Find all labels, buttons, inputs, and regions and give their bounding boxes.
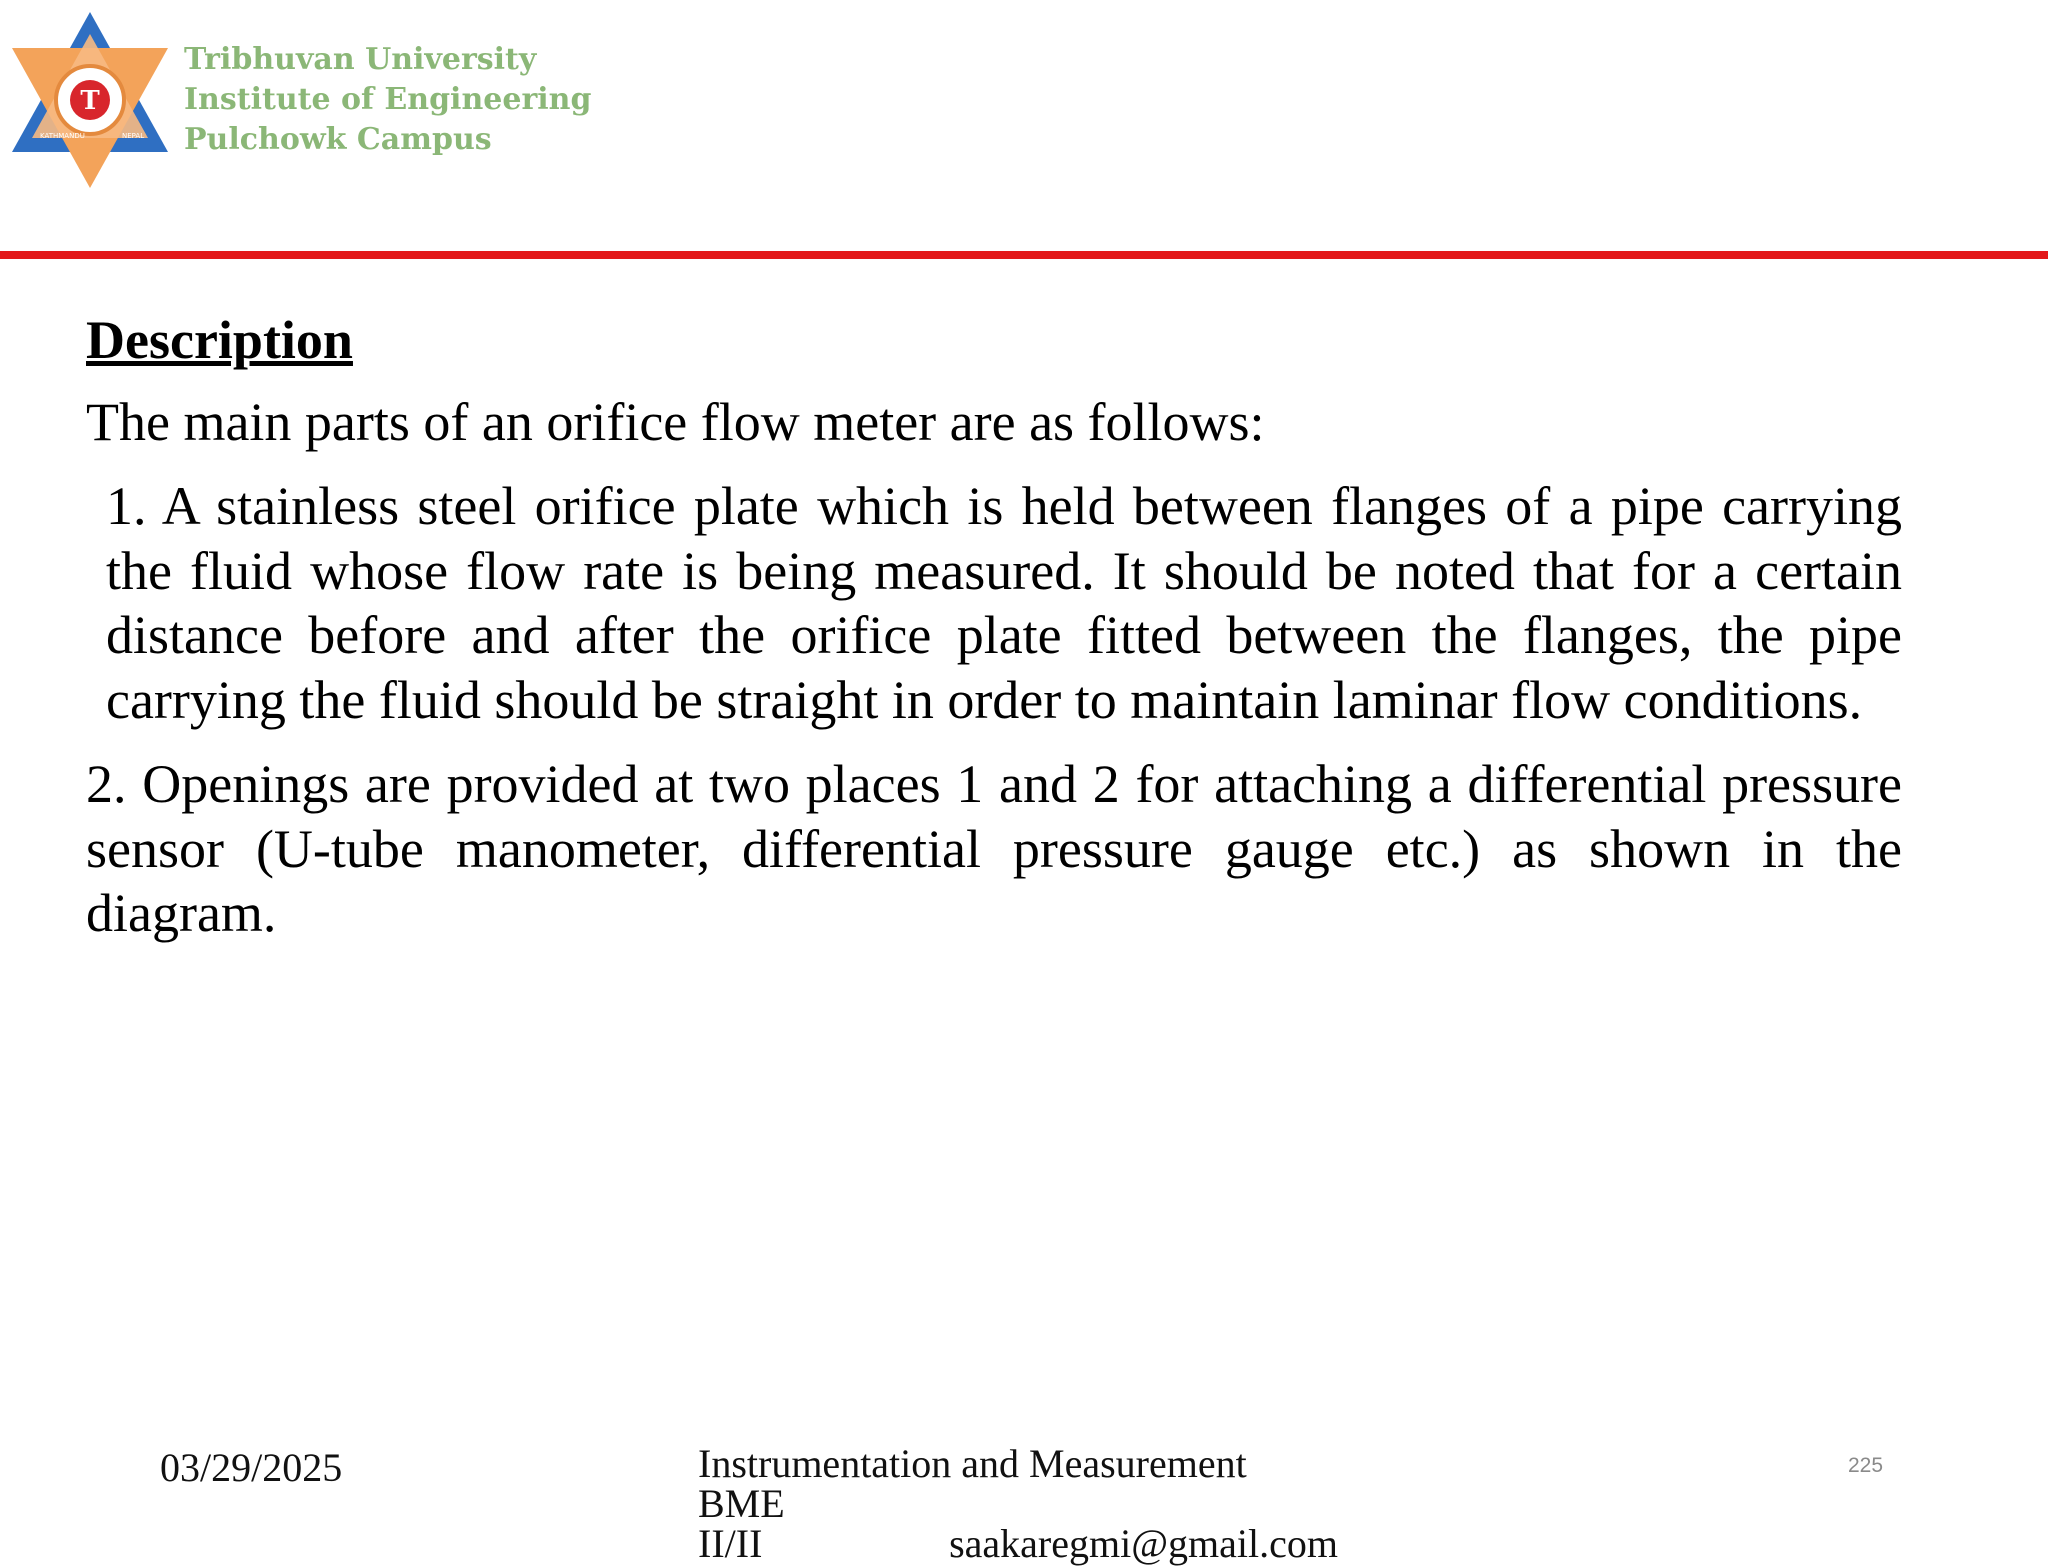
footer-course-line2 [698, 1521, 1338, 1566]
tribhuvan-university-emblem-icon [10, 10, 170, 190]
footer-email: saakaregmi@gmail.com [949, 1521, 1338, 1566]
slide-content [86, 300, 1902, 966]
list-item: 1. A stainless steel orifice plate which is held between flanges of a pipe carrying the fluid whose flow rate is being measured. It should be noted that for a certain distance before and after the orifice plate fitted between the flanges, the pipe carrying the fluid should be straight in order to maintain laminar flow conditions. [106, 476, 1902, 730]
institution-line-university: Tribhuvan University [184, 42, 537, 77]
institution-name [184, 40, 591, 160]
footer-course [698, 1441, 1338, 1566]
institution-line-institute: Institute of Engineering [184, 82, 592, 117]
institution-line-campus: Pulchowk Campus [184, 122, 492, 157]
footer-date: 03/29/2025 [160, 1445, 343, 1490]
emblem-ring-text-right: NEPAL [122, 132, 145, 140]
slide-heading: Description [86, 310, 353, 370]
emblem-ring-text-left: KATHMANDU [40, 132, 85, 140]
list-item: 2. Openings are provided at two places 1 and 2 for attaching a differential pressure sensor (U-tube manometer, differential pressure gauge etc.) as shown in the diagram. [86, 754, 1902, 943]
footer-semester: II/II [698, 1521, 763, 1566]
header-divider [0, 251, 2048, 259]
slide-number: 225 [1848, 1454, 1884, 1477]
footer-course-title: Instrumentation and Measurement BME [698, 1441, 1247, 1526]
emblem-letter: T [80, 86, 100, 116]
intro-text: The main parts of an orifice flow meter are as follows: [86, 392, 1265, 452]
